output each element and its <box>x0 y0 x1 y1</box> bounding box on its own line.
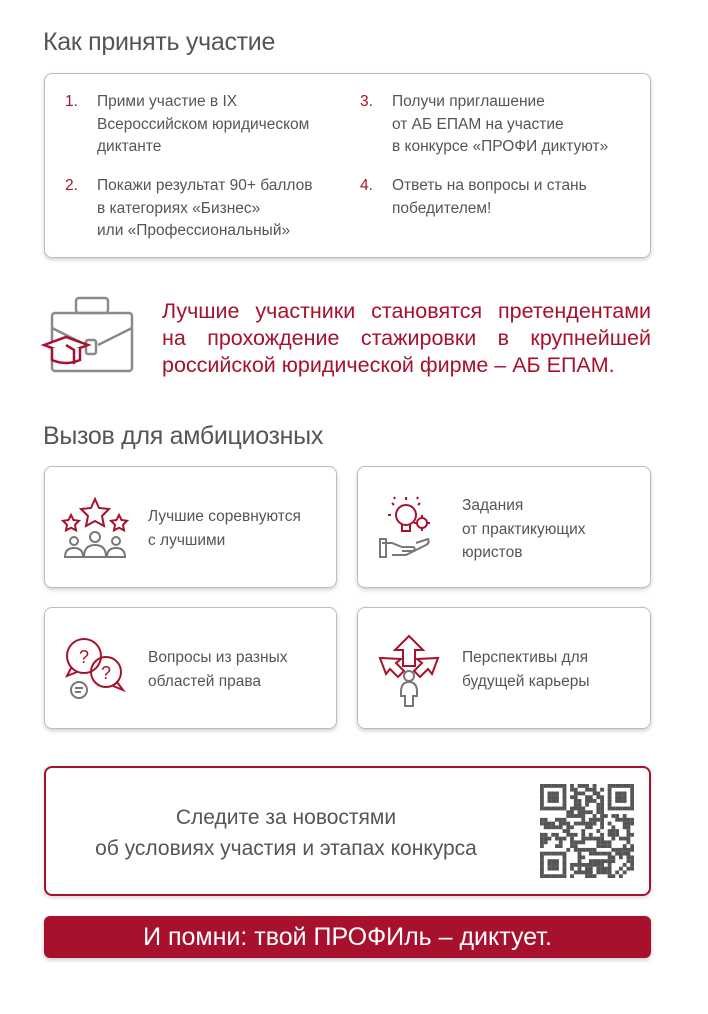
step-number: 1. <box>65 93 78 110</box>
steps-card <box>44 73 651 258</box>
feature-card <box>44 466 337 588</box>
question-bubbles-icon <box>61 636 131 706</box>
news-box <box>44 766 651 896</box>
briefcase-graduation-icon <box>40 290 150 390</box>
feature-text: Задания от практикующих юристов <box>462 497 586 561</box>
promo-text: Лучшие участники становятся претендентами на прохождение стажировки в крупнейшей российской юридической фирме – АБ ЕПАМ. <box>162 299 651 377</box>
step-number: 4. <box>360 177 373 194</box>
step-number: 3. <box>360 93 373 110</box>
section-title-challenge: Вызов для амбициозных <box>43 422 324 450</box>
step-number: 2. <box>65 177 78 194</box>
slogan-banner: И помни: твой ПРОФИль – диктует. <box>44 916 651 958</box>
feature-text: Лучшие соревнуются с лучшими <box>148 508 301 549</box>
section-title-participation: Как принять участие <box>43 28 276 56</box>
step-text: Прими участие в IX Всероссийском юридическом диктанте <box>97 93 310 155</box>
stars-people-icon <box>61 495 129 561</box>
lightbulb-hand-icon <box>378 493 442 561</box>
news-text: Следите за новостями об условиях участия и этапах конкурса <box>95 806 477 860</box>
career-arrows-icon <box>376 632 442 708</box>
feature-card <box>44 607 337 729</box>
step-text: Покажи результат 90+ баллов в категориях «Бизнес» или «Профессиональный» <box>97 177 313 239</box>
qr-code[interactable] <box>540 784 634 878</box>
svg-text:?: ? <box>79 647 90 667</box>
step-text: Ответь на вопросы и стань победителем! <box>392 177 587 217</box>
step-text: Получи приглашение от АБ ЕПАМ на участие в конкурсе «ПРОФИ диктуют» <box>392 93 609 155</box>
feature-text: Вопросы из разных областей права <box>148 649 288 690</box>
svg-text:?: ? <box>101 663 112 683</box>
feature-text: Перспективы для будущей карьеры <box>462 649 590 690</box>
feature-card <box>357 466 651 588</box>
feature-card <box>357 607 651 729</box>
